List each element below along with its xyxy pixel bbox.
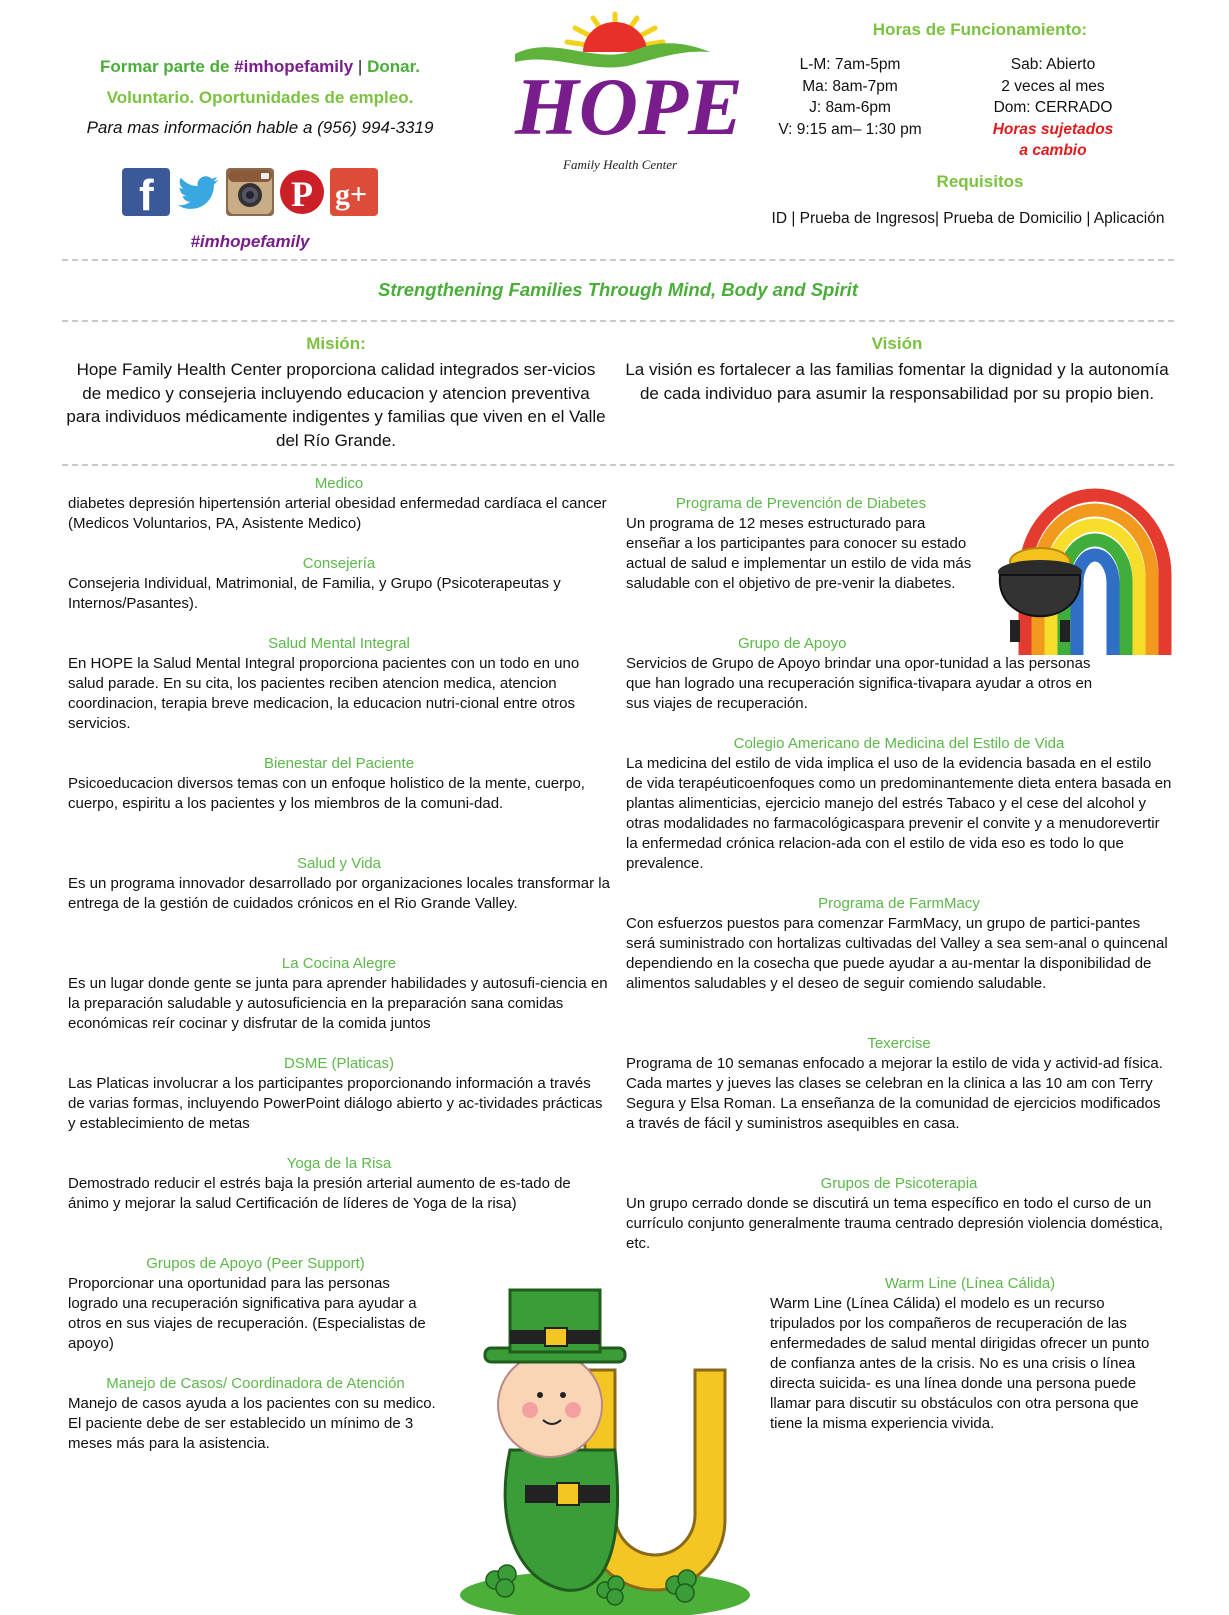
svg-text:g+: g+	[335, 178, 368, 211]
service-section	[68, 1154, 610, 1214]
section-body: diabetes depresión hipertensión arterial obesidad enfermedad cardíaca el cancer (Medicos Voluntarios, PA, Asistente Medico)	[68, 495, 607, 532]
mission-title: Misión:	[306, 334, 366, 353]
section-title: Programa de Prevención de Diabetes	[675, 495, 927, 512]
service-section	[68, 1374, 443, 1454]
join-prefix: Formar parte de	[100, 57, 235, 76]
service-section	[68, 474, 610, 534]
service-section	[626, 494, 976, 594]
service-section	[770, 1274, 1170, 1434]
divider	[62, 320, 1174, 322]
section-title: Bienestar del Paciente	[263, 755, 415, 772]
svg-text:f: f	[139, 171, 154, 220]
section-title: Grupo de Apoyo	[738, 635, 847, 652]
service-section	[626, 894, 1172, 994]
divider	[62, 464, 1174, 466]
section-body: Demostrado reducir el estrés baja la presión arterial aumento de es-tado de ánimo y mejorar la salud Certificación de líderes de Yoga de la risa)	[68, 1175, 571, 1212]
hours-line: Ma: 8am-7pm	[802, 77, 898, 95]
logo-wordmark: HOPE	[515, 61, 743, 152]
section-body: Servicios de Grupo de Apoyo brindar una opor-tunidad a las personas que han logrado una recuperación significa-tivapara ayudar a otros en sus viajes de recuperación.	[626, 655, 1093, 712]
volunteer-line[interactable]: Voluntario. Oportunidades de empleo.	[106, 88, 414, 107]
service-section	[68, 1254, 443, 1354]
section-title: Texercise	[867, 1035, 931, 1052]
service-section	[626, 1174, 1172, 1254]
logo-subtitle: Family Health Center	[563, 157, 678, 172]
section-title: Salud Mental Integral	[268, 635, 410, 652]
section-body: Es un lugar donde gente se junta para aprender habilidades y autosufi-ciencia en la preparación saludable y autosuficiencia en la preparación sana comidas económicas reír cocinar y disfrutar de la comida juntos	[68, 975, 608, 1032]
service-section	[68, 554, 610, 614]
service-section	[68, 634, 610, 734]
section-title: La Cocina Alegre	[281, 955, 397, 972]
requirements-text: ID | Prueba de Ingresos| Prueba de Domicilio | Aplicación	[771, 210, 1165, 227]
section-body: Un programa de 12 meses estructurado para enseñar a los participantes para conocer su estado actual de salud e implementar un estilo de vida más saludable con el objetivo de pre-venir la diabetes.	[626, 515, 972, 592]
section-title: Grupos de Apoyo (Peer Support)	[146, 1255, 365, 1272]
section-title: Medico	[314, 475, 364, 492]
hours-weekday-list	[750, 54, 950, 140]
hours-line: L-M: 7am-5pm	[799, 56, 901, 73]
vision-title: Visión	[871, 334, 923, 353]
svg-text:P: P	[291, 174, 313, 214]
hours-weekend-list	[968, 54, 1138, 162]
leprechaun-illustration	[455, 1290, 755, 1610]
rainbow-pot-illustration	[985, 480, 1185, 660]
section-body: Programa de 10 semanas enfocado a mejorar la estilo de vida y activid-ad física. Cada martes y jueves las clases se celebran en la clinica a las 10 am con Terry Segura y Elsa Roman. La enseñanza de la comunidad de ejercicios modificados a través de fácil y suministros asequibles en casa.	[626, 1055, 1163, 1132]
section-body: Las Platicas involucrar a los participantes proporcionando información a través de varias formas, incluyendo PowerPoint diálogo abierto y ac-tividades prácticas y establecimiento de metas	[68, 1075, 603, 1132]
section-body: Proporcionar una oportunidad para las personas logrado una recuperación significativa para ayudar a otros en sus viajes de recuperación. (Especialistas de apoyo)	[68, 1275, 426, 1352]
section-body: Un grupo cerrado donde se discutirá un tema específico en todo el curso de un currículo conjunto generalmente trauma centrado depresión violencia doméstica, etc.	[626, 1195, 1163, 1252]
section-body: Con esfuerzos puestos para comenzar FarmMacy, un grupo de partici-pantes será suministrado con hortalizas cultivadas del Valley a sea sem-anal o quincenal dependiendo en la cosecha que puede ayudar a au-mentar la disponibilidad de alimentos saludables y el deseo de seguir comiendo saludable.	[626, 915, 1168, 992]
service-section	[68, 954, 610, 1034]
requirements-title: Requisitos	[936, 172, 1024, 191]
section-title: Consejería	[302, 555, 376, 572]
contact-info: Para mas información hable a (956) 994-3319	[86, 118, 434, 137]
section-body: Warm Line (Línea Cálida) el modelo es un recurso tripulados por los compañeros de recuperación de las enfermedades de salud mental dirigidas ofrecer un punto de confianza antes de la crisis. No es una crisis o línea directa suicida- es una línea donde una persona puede llamar para discutir su obstáculos con otra persona que tiene la misma experiencia vivida.	[770, 1295, 1150, 1432]
hours-note: a cambio	[1019, 142, 1087, 159]
section-body: En HOPE la Salud Mental Integral proporciona pacientes con un todo en uno salud parade. En su cita, los pacientes reciben atencion medica, atencion coordinacion, terapia breve medicacion, la educacion nutri-cional entre otros servicios.	[68, 655, 580, 732]
service-section	[68, 1054, 610, 1134]
hashtag-bottom[interactable]: #imhopefamily	[190, 232, 310, 251]
google-plus-icon[interactable]	[330, 168, 378, 216]
pinterest-icon[interactable]	[278, 168, 326, 216]
section-title: Programa de FarmMacy	[818, 895, 980, 912]
section-body: Psicoeducacion diversos temas con un enfoque holistico de la mente, cuerpo, cuerpo, espiritu a los pacientes y los miembros de la comuni-dad.	[68, 775, 585, 812]
hours-line: V: 9:15 am– 1:30 pm	[778, 120, 922, 138]
section-title: DSME (Platicas)	[283, 1055, 395, 1072]
tagline: Strengthening Families Through Mind, Body and Spirit	[378, 279, 858, 300]
section-body: La medicina del estilo de vida implica el uso de la evidencia basada en el estilo de vida terapéuticoenfoques como un predominantemente dieta entera basada en plantas alimenticias, ejercicio manejo del estrés Tabaco y el cese del alcohol y otras modalidades no farmacológicaspara prevenir el convite y a menudorevertir la enfermedad crónica relacion-ada con el estilo de vida eso es todo lo que prevalence.	[626, 755, 1172, 872]
section-body: Consejeria Individual, Matrimonial, de Familia, y Grupo (Psicoterapeutas y Internos/Pasantes).	[68, 575, 561, 612]
section-title: Colegio Americano de Medicina del Estilo de Vida	[733, 735, 1065, 752]
donate-link[interactable]: Donar.	[367, 57, 420, 76]
section-title: Yoga de la Risa	[286, 1155, 392, 1172]
service-section	[68, 754, 610, 814]
hours-line: J: 8am-6pm	[809, 99, 891, 116]
join-hashtag[interactable]: #imhopefamily	[234, 57, 354, 76]
mission-body: Hope Family Health Center proporciona calidad integrados ser-vicios de medico y consejeria incluyendo educacion y atencion preventiva para individuos médicamente indigentes y familias que viven en el Valle del Río Grande.	[66, 360, 606, 450]
service-section	[68, 854, 610, 914]
vision-body: La visión es fortalecer a las familias fomentar la dignidad y la autonomía de cada individuo para asumir la responsabilidad por su propio bien.	[625, 360, 1169, 403]
divider	[62, 259, 1174, 261]
twitter-icon[interactable]	[174, 168, 222, 216]
instagram-icon[interactable]	[226, 168, 274, 216]
join-separator: |	[353, 57, 368, 76]
hours-note: Horas sujetados	[992, 120, 1114, 138]
facebook-icon[interactable]	[122, 168, 170, 220]
hours-line: Sab: Abierto	[1010, 56, 1096, 73]
hours-line: 2 veces al mes	[1001, 77, 1105, 95]
service-section	[626, 1034, 1172, 1134]
section-title: Grupos de Psicoterapia	[820, 1175, 978, 1192]
section-title: Warm Line (Línea Cálida)	[884, 1275, 1056, 1292]
hours-title: Horas de Funcionamiento:	[872, 20, 1088, 39]
join-line	[40, 57, 480, 77]
hours-line: Dom: CERRADO	[993, 99, 1113, 116]
section-title: Salud y Vida	[297, 855, 381, 872]
service-section	[626, 734, 1172, 874]
section-body: Es un programa innovador desarrollado por organizaciones locales transformar la entrega de la gestión de cuidados crónicos en el Rio Grande Valley.	[68, 875, 610, 912]
section-body: Manejo de casos ayuda a los pacientes con su medico. El paciente debe de ser establecido un mínimo de 3 meses más para la asistencia.	[68, 1395, 436, 1452]
hope-logo	[515, 4, 743, 174]
section-title: Manejo de Casos/ Coordinadora de Atención	[106, 1375, 405, 1392]
